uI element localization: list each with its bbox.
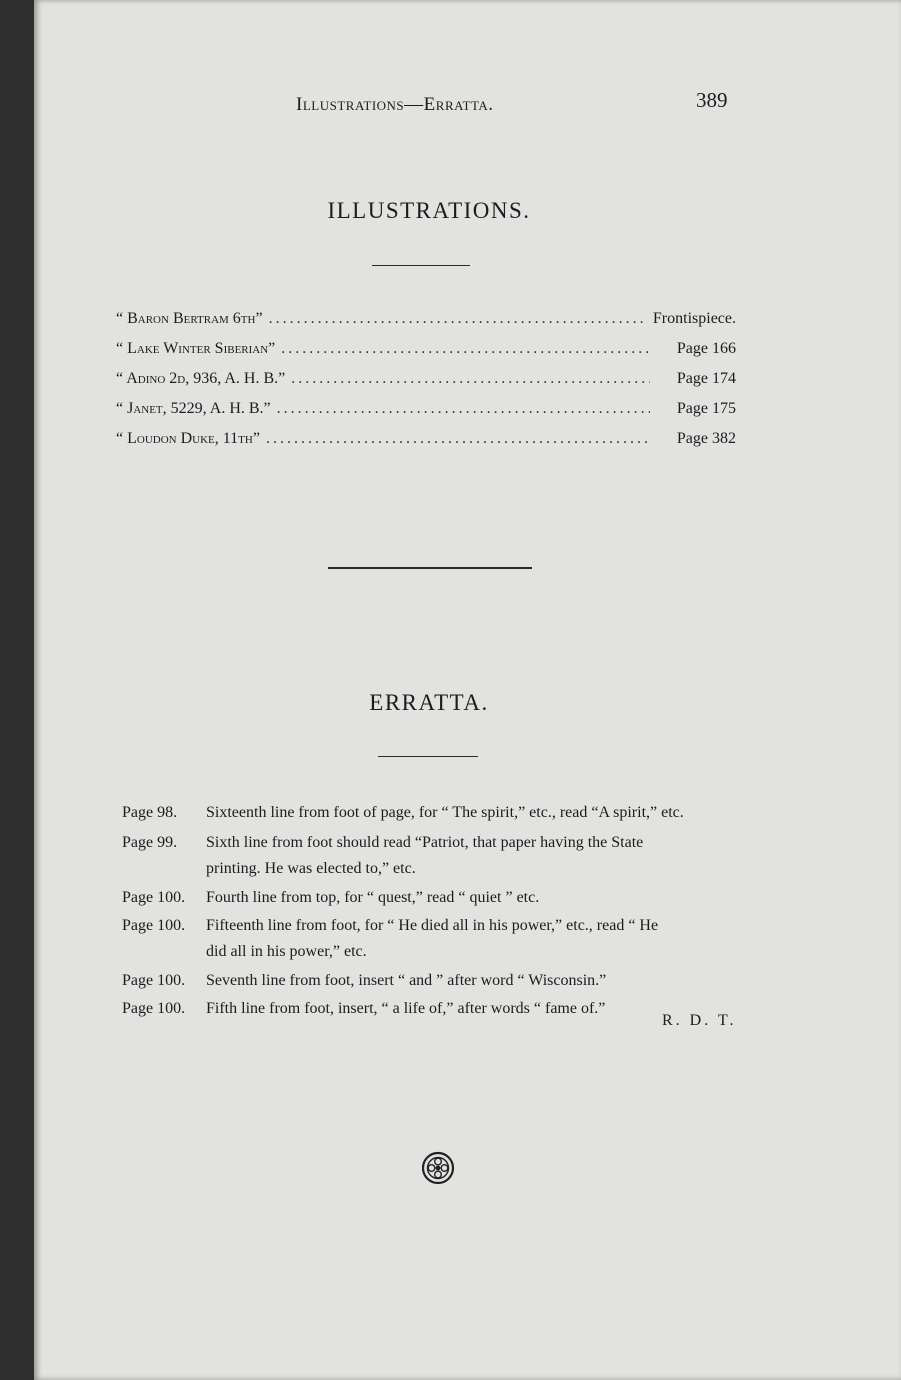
dot-leader [266, 430, 650, 448]
erratum-continuation: printing. He was elected to,” etc. [206, 860, 416, 877]
illustrations-title: ILLUSTRATIONS. [327, 198, 531, 223]
title-rule [372, 265, 470, 266]
illustration-page: Frontispiece. [652, 310, 736, 327]
dot-leader [281, 340, 650, 358]
erratum-ref: Page 100. [122, 889, 186, 906]
errata-title: ERRATTA. [369, 690, 489, 715]
dot-leader [269, 310, 647, 328]
erratum-ref: Page 100. [122, 1000, 186, 1017]
illustration-page: Page 175 [676, 400, 736, 417]
erratum-continuation: did all in his power,” etc. [206, 943, 367, 960]
rosette-ornament-icon [421, 1151, 455, 1185]
erratum-item [122, 800, 752, 826]
illustration-item [116, 340, 736, 358]
erratum-text: Fifteenth line from foot, for “ He died all in his power,” etc., read “ He [206, 917, 659, 934]
erratum-text: Fifth line from foot, insert, “ a life of,” after words “ fame of.” [206, 1000, 606, 1017]
erratum-item [122, 996, 752, 1022]
signature: R. D. T. [662, 1012, 737, 1029]
illustration-label: “ Janet, 5229, A. H. B.” [116, 400, 271, 417]
illustration-label: “ Loudon Duke, 11th” [116, 430, 260, 447]
illustration-page: Page 166 [676, 340, 736, 357]
erratum-item [122, 968, 752, 994]
erratum-ref: Page 99. [122, 834, 178, 851]
section-divider [328, 567, 532, 569]
illustration-label: “ Adino 2d, 936, A. H. B.” [116, 370, 286, 387]
erratum-ref: Page 98. [122, 804, 178, 821]
erratum-text: Seventh line from foot, insert “ and ” after word “ Wisconsin.” [206, 972, 607, 989]
erratum-text: Sixteenth line from foot of page, for “ The spirit,” etc., read “A spirit,” etc. [206, 804, 684, 821]
dot-leader [277, 400, 650, 418]
erratum-text: Sixth line from foot should read “Patriot, that paper having the State [206, 834, 644, 851]
illustration-item [116, 310, 736, 328]
illustration-label: “ Lake Winter Siberian” [116, 340, 276, 357]
illustration-page: Page 174 [676, 370, 736, 387]
illustration-page: Page 382 [676, 430, 736, 447]
erratum-item [122, 913, 752, 965]
title-rule [378, 756, 478, 757]
illustration-item [116, 430, 736, 448]
book-page [34, 0, 901, 1380]
erratum-text: Fourth line from top, for “ quest,” read “ quiet ” etc. [206, 889, 540, 906]
erratum-ref: Page 100. [122, 917, 186, 934]
dot-leader [291, 370, 650, 388]
page-number: 389 [696, 88, 728, 112]
illustration-item [116, 370, 736, 388]
illustration-item [116, 400, 736, 418]
running-head: Illustrations—Erratta. [296, 94, 494, 115]
erratum-item [122, 885, 752, 911]
erratum-item [122, 830, 752, 882]
erratum-ref: Page 100. [122, 972, 186, 989]
illustration-label: “ Baron Bertram 6th” [116, 310, 263, 327]
